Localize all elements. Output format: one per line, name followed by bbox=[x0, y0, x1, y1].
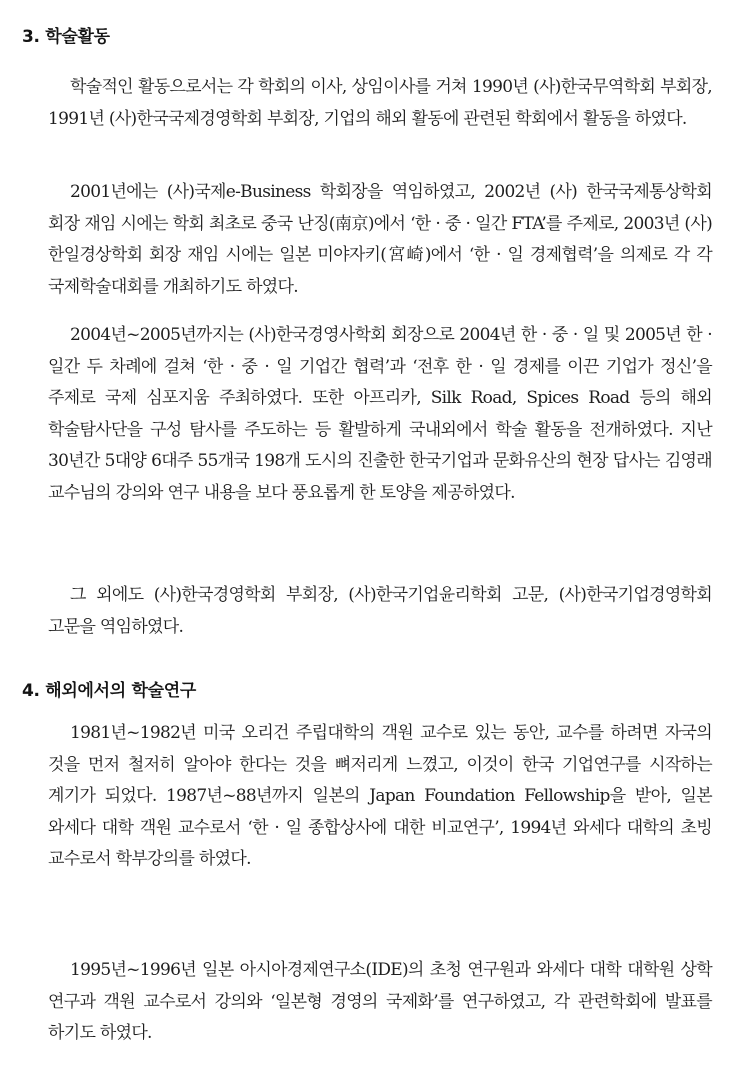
section-4-heading: 4. 해외에서의 학술연구 bbox=[22, 681, 197, 701]
section-3-paragraph-2: 2001년에는 (사)국제e-Business 학회장을 역임하였고, 2002년 (사) 한국국제통상학회 회장 재임 시에는 학회 최초로 중국 난징(南京)에서 ‘한 · 중 · 일간 FTA’를 주제로, 2003년 (사)한일경상학회 회장 재임 시에는 일본 미야자키(宮崎)에서 ‘한 · 일 경제협력’을 의제로 각 각 국제학술대회를 개최하기도 하였다. bbox=[48, 182, 712, 297]
section-3-paragraph-3: 2004년~2005년까지는 (사)한국경영사학회 회장으로 2004년 한 · 중 · 일 및 2005년 한 · 일간 두 차례에 걸쳐 ‘한 · 중 · 일 기업간 협력’과 ‘전후 한 · 일 경제를 이끈 기업가 정신’을 주제로 국제 심포지움 주최하였다. 또한 아프리카, Silk Road, Spices Road 등의 해외 학술탐사단을 구성 탐사를 주도하는 등 활발하게 국내외에서 학술 활동을 전개하였다. 지난 30년간 5대양 6대주 55개국 198개 도시의 진출한 한국기업과 문화유산의 현장 답사는 김영래 교수님의 강의와 연구 내용을 보다 풍요롭게 한 토양을 제공하였다. bbox=[48, 325, 712, 503]
section-3-paragraph-1: 학술적인 활동으로서는 각 학회의 이사, 상임이사를 거쳐 1990년 (사)한국무역학회 부회장, 1991년 (사)한국국제경영학회 부회장, 기업의 해외 활동에 관련된 학회에서 활동을 하였다. bbox=[48, 77, 712, 129]
section-3-paragraph-4: 그 외에도 (사)한국경영학회 부회장, (사)한국기업윤리학회 고문, (사)한국기업경영학회 고문을 역임하였다. bbox=[48, 585, 712, 637]
section-4-paragraph-2: 1995년~1996년 일본 아시아경제연구소(IDE)의 초청 연구원과 와세다 대학 대학원 상학 연구과 객원 교수로서 강의와 ‘일본형 경영의 국제화’를 연구하였고, 각 관련학회에 발표를 하기도 하였다. bbox=[48, 960, 712, 1044]
section-3-heading: 3. 학술활동 bbox=[22, 27, 110, 47]
section-4-paragraph-1: 1981년~1982년 미국 오리건 주립대학의 객원 교수로 있는 동안, 교수를 하려면 자국의 것을 먼저 철저히 알아야 한다는 것을 뼈저리게 느꼈고, 이것이 한국 기업연구를 시작하는 계기가 되었다. 1987년~88년까지 일본의 Japan Foundation Fellowship을 받아, 일본 와세다 대학 객원 교수로서 ‘한 · 일 종합상사에 대한 비교연구’, 1994년 와세다 대학의 초빙 교수로서 학부강의를 하였다. bbox=[48, 723, 712, 870]
